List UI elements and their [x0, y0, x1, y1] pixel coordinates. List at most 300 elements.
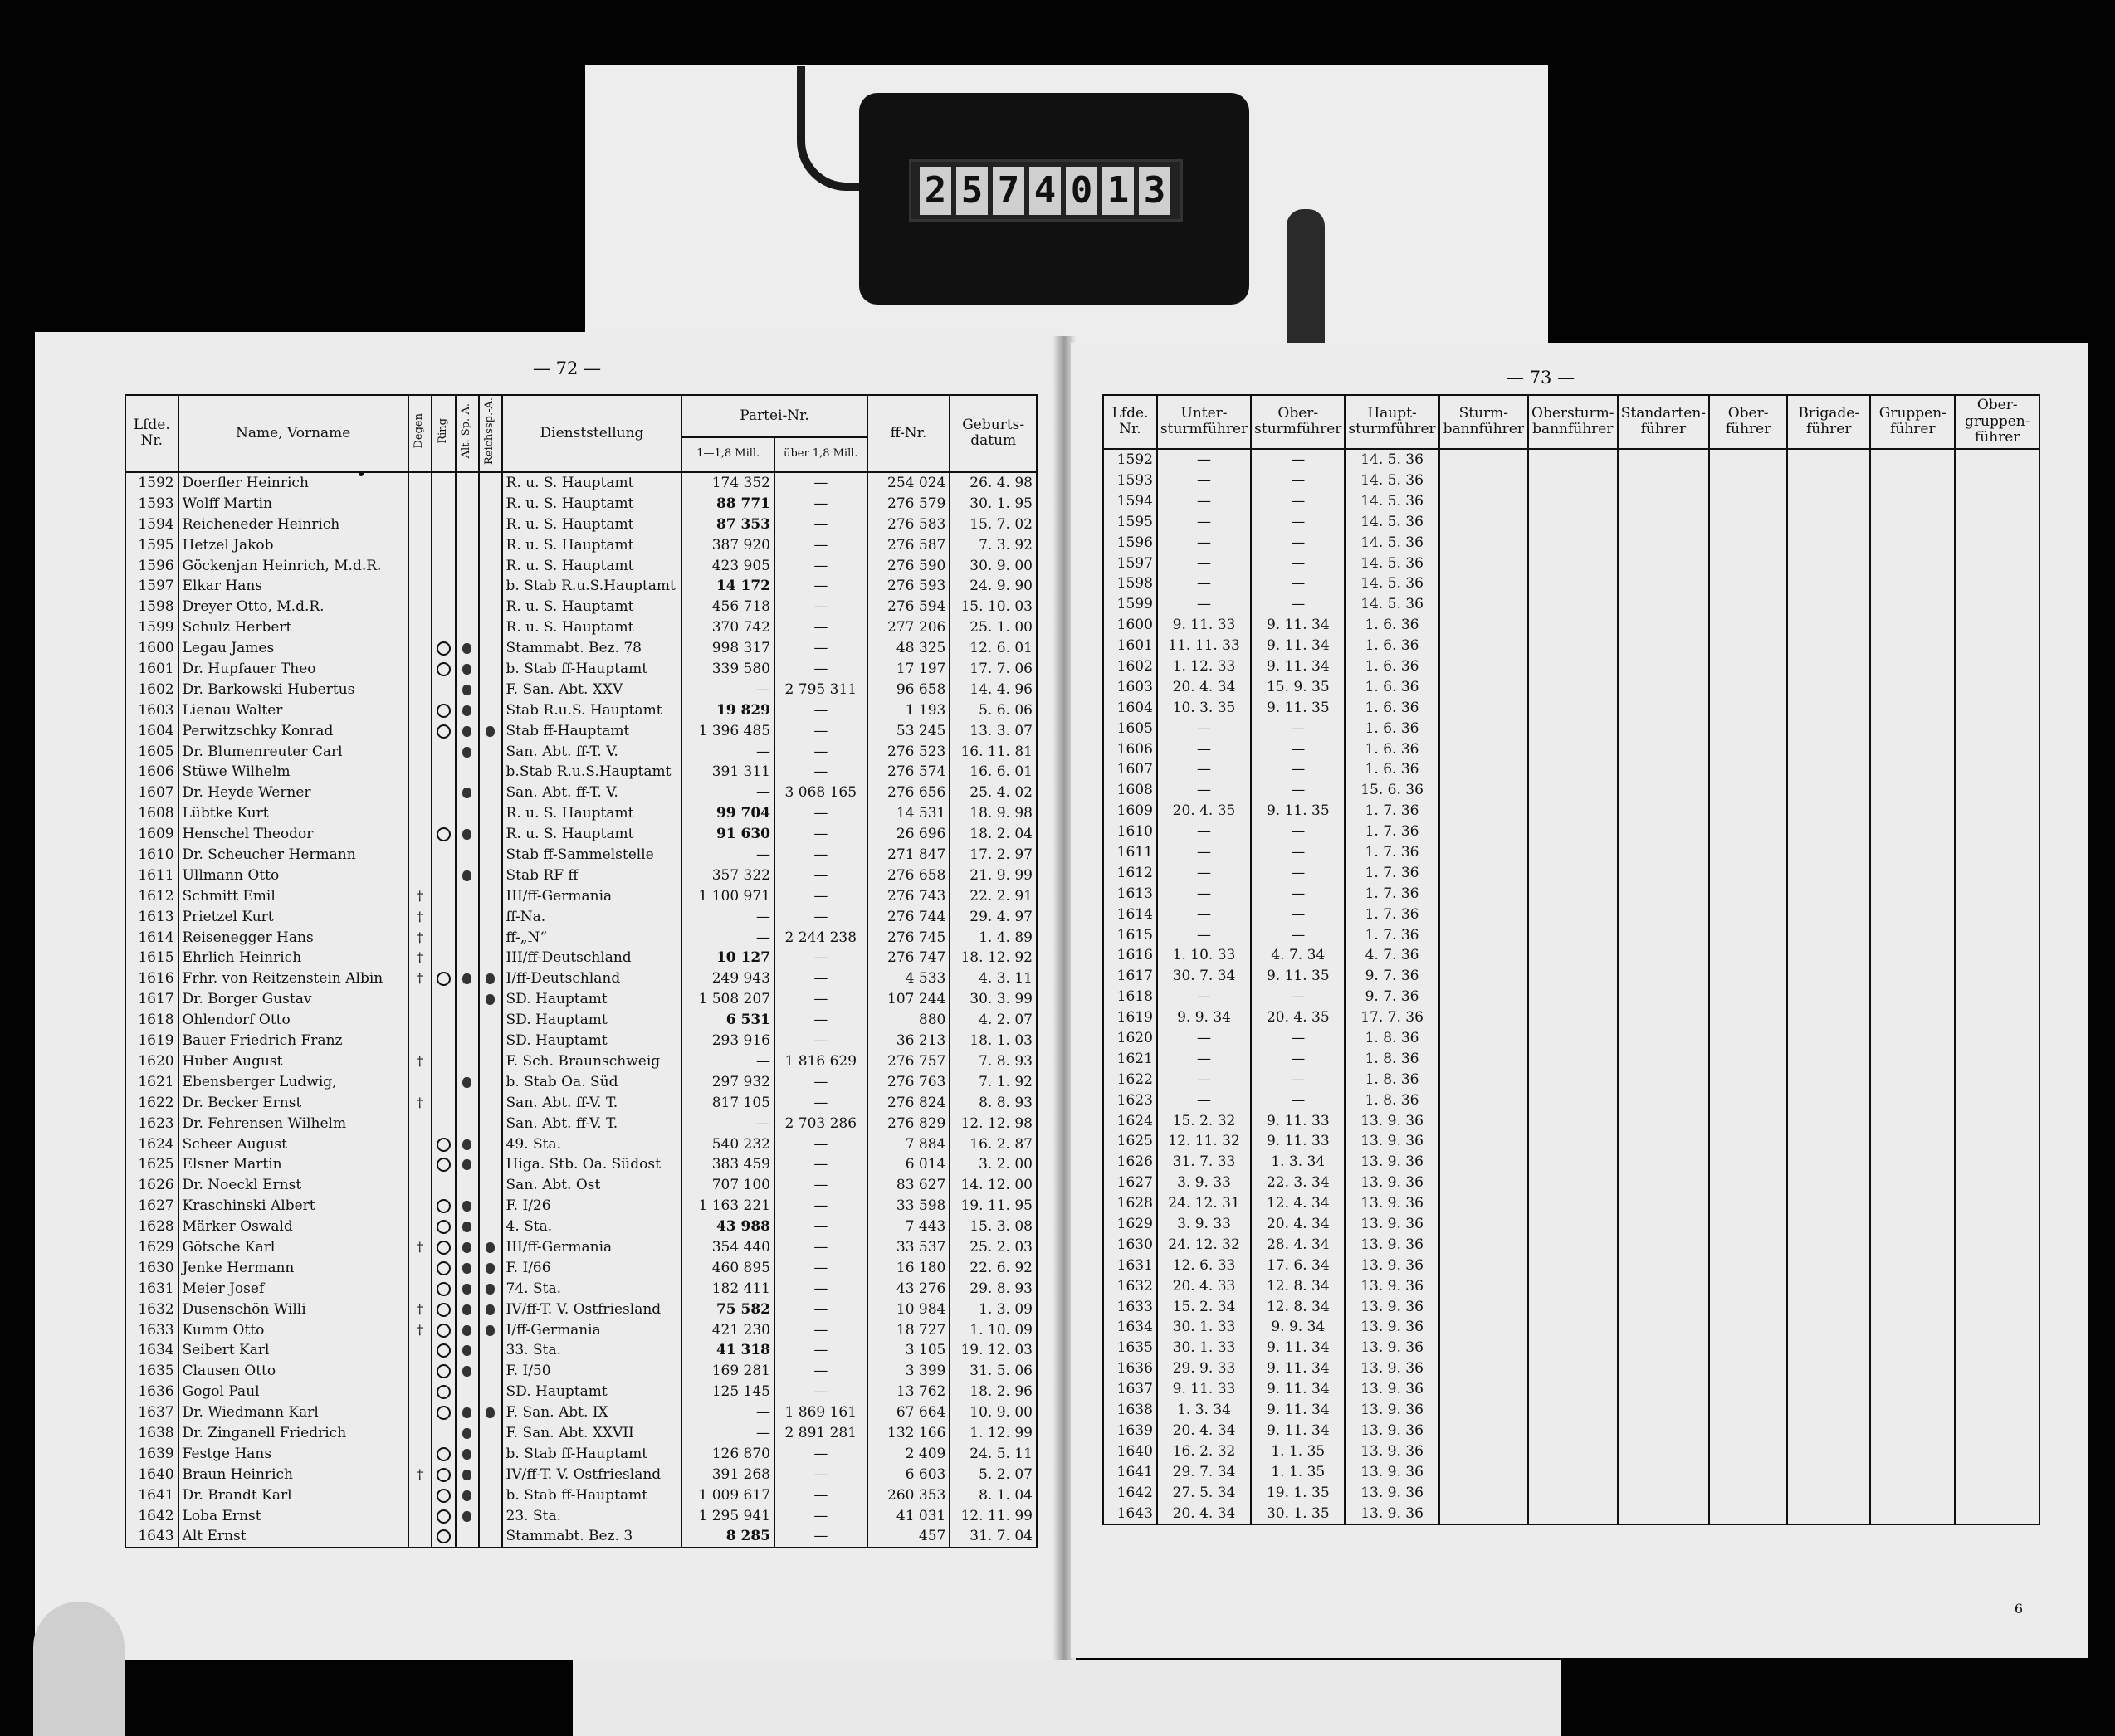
party-number-a: 423 905	[681, 555, 774, 576]
table-row	[1103, 883, 2039, 904]
empty-rank-cell	[1955, 449, 2039, 471]
birth-date: 17. 2. 97	[950, 845, 1037, 866]
reich-mark	[479, 514, 502, 534]
empty-rank-cell	[1439, 780, 1528, 801]
service-post: R. u. S. Hauptamt	[502, 555, 682, 576]
badge-icon	[462, 1470, 471, 1480]
empty-rank-cell	[1787, 1214, 1870, 1235]
degen-mark	[408, 1071, 432, 1092]
sa-mark	[456, 783, 479, 803]
empty-rank-cell	[1870, 1110, 1955, 1131]
row-number: 1630	[1103, 1234, 1157, 1255]
empty-rank-cell	[1870, 1338, 1955, 1358]
empty-rank-cell	[1787, 1503, 1870, 1524]
degen-mark	[408, 514, 432, 534]
empty-rank-cell	[1528, 656, 1618, 677]
row-number: 1599	[1103, 594, 1157, 615]
party-number-a: 1 009 617	[681, 1485, 774, 1505]
ober-date: 9. 11. 34	[1251, 1338, 1345, 1358]
person-name: Lübtke Kurt	[178, 803, 408, 824]
empty-rank-cell	[1709, 1255, 1787, 1275]
birth-date: 1. 10. 09	[950, 1319, 1037, 1340]
table-row	[125, 1175, 1037, 1196]
row-number: 1599	[125, 617, 178, 638]
ring-mark	[432, 700, 456, 720]
ober-date: 9. 11. 34	[1251, 636, 1345, 656]
empty-rank-cell	[1870, 1400, 1955, 1421]
haupt-date: 14. 5. 36	[1345, 553, 1438, 573]
empty-rank-cell	[1618, 1379, 1709, 1400]
sa-mark	[456, 514, 479, 534]
empty-rank-cell	[1439, 656, 1528, 677]
table-row	[125, 906, 1037, 927]
table-row	[125, 1485, 1037, 1505]
service-post: Stammabt. Bez. 78	[502, 638, 682, 659]
empty-rank-cell	[1528, 532, 1618, 553]
party-number-a: —	[681, 679, 774, 700]
empty-rank-cell	[1955, 966, 2039, 987]
ring-mark	[432, 638, 456, 659]
person-name: Ehrlich Heinrich	[178, 948, 408, 968]
row-number: 1595	[125, 534, 178, 555]
empty-rank-cell	[1870, 822, 1955, 842]
ring-mark	[432, 927, 456, 948]
person-name: Dusenschön Willi	[178, 1299, 408, 1319]
party-number-a: 297 932	[681, 1071, 774, 1092]
table-row	[1103, 987, 2039, 1007]
empty-rank-cell	[1787, 449, 1870, 471]
reich-mark	[479, 1196, 502, 1217]
row-number: 1598	[125, 597, 178, 617]
ring-mark	[432, 597, 456, 617]
service-post: ff-Na.	[502, 906, 682, 927]
empty-rank-cell	[1528, 594, 1618, 615]
table-row	[1103, 1379, 2039, 1400]
ober-date: —	[1251, 471, 1345, 491]
table-row	[1103, 739, 2039, 759]
degen-mark	[408, 534, 432, 555]
empty-rank-cell	[1787, 780, 1870, 801]
person-name: Lienau Walter	[178, 700, 408, 720]
birth-date: 29. 8. 93	[950, 1278, 1037, 1299]
unter-date: 10. 3. 35	[1157, 697, 1251, 718]
empty-rank-cell	[1528, 780, 1618, 801]
ober-date: —	[1251, 573, 1345, 594]
person-name: Hetzel Jakob	[178, 534, 408, 555]
ober-date: 9. 11. 34	[1251, 1421, 1345, 1441]
badge-icon	[486, 1284, 495, 1295]
party-number-b: —	[774, 1237, 867, 1258]
reich-mark	[479, 1051, 502, 1072]
empty-rank-cell	[1955, 656, 2039, 677]
unter-date: 24. 12. 31	[1157, 1193, 1251, 1214]
empty-rank-cell	[1709, 1214, 1787, 1235]
birth-date: 18. 9. 98	[950, 803, 1037, 824]
table-row	[1103, 1028, 2039, 1049]
empty-rank-cell	[1618, 1048, 1709, 1069]
ring-icon	[437, 1529, 451, 1543]
ober-date: —	[1251, 1069, 1345, 1090]
table-row	[1103, 490, 2039, 511]
empty-rank-cell	[1439, 1296, 1528, 1317]
ring-mark	[432, 1443, 456, 1464]
empty-rank-cell	[1439, 945, 1528, 966]
row-number: 1614	[125, 927, 178, 948]
empty-rank-cell	[1787, 822, 1870, 842]
badge-icon	[462, 685, 471, 695]
row-number: 1592	[125, 472, 178, 494]
empty-rank-cell	[1439, 987, 1528, 1007]
ring-icon	[437, 1138, 451, 1152]
person-name: Dr. Noeckl Ernst	[178, 1175, 408, 1196]
reich-mark	[479, 824, 502, 845]
empty-rank-cell	[1709, 656, 1787, 677]
ober-date: —	[1251, 842, 1345, 863]
table-row	[1103, 636, 2039, 656]
empty-rank-cell	[1528, 636, 1618, 656]
row-number: 1601	[125, 659, 178, 680]
reich-mark	[479, 927, 502, 948]
party-number-a: 99 704	[681, 803, 774, 824]
reich-mark	[479, 1113, 502, 1134]
empty-rank-cell	[1439, 532, 1528, 553]
empty-rank-cell	[1618, 1007, 1709, 1028]
empty-rank-cell	[1618, 1131, 1709, 1152]
haupt-date: 1. 8. 36	[1345, 1028, 1438, 1049]
table-row	[125, 865, 1037, 885]
row-number: 1629	[125, 1237, 178, 1258]
party-number-b: —	[774, 534, 867, 555]
empty-rank-cell	[1787, 759, 1870, 780]
empty-rank-cell	[1709, 862, 1787, 883]
row-number: 1642	[125, 1505, 178, 1526]
degen-mark	[408, 638, 432, 659]
service-post: 33. Sta.	[502, 1340, 682, 1361]
ring-mark	[432, 824, 456, 845]
table-row	[1103, 1173, 2039, 1193]
empty-rank-cell	[1955, 490, 2039, 511]
empty-rank-cell	[1870, 780, 1955, 801]
service-post: 4. Sta.	[502, 1217, 682, 1237]
row-number: 1621	[1103, 1048, 1157, 1069]
party-number-a: 87 353	[681, 514, 774, 534]
haupt-date: 13. 9. 36	[1345, 1503, 1438, 1524]
empty-rank-cell	[1439, 1214, 1528, 1235]
empty-rank-cell	[1955, 1461, 2039, 1482]
col-partei-a: 1—1,8 Mill.	[681, 437, 774, 472]
person-name: Braun Heinrich	[178, 1464, 408, 1485]
ober-date: 9. 11. 33	[1251, 1110, 1345, 1131]
row-number: 1613	[1103, 883, 1157, 904]
table-row	[1103, 697, 2039, 718]
ober-date: —	[1251, 490, 1345, 511]
haupt-date: 1. 6. 36	[1345, 697, 1438, 718]
party-number-a: 456 718	[681, 597, 774, 617]
empty-rank-cell	[1709, 945, 1787, 966]
empty-rank-cell	[1955, 1110, 2039, 1131]
empty-rank-cell	[1439, 1482, 1528, 1503]
row-number: 1621	[125, 1071, 178, 1092]
haupt-date: 13. 9. 36	[1345, 1234, 1438, 1255]
empty-rank-cell	[1870, 1007, 1955, 1028]
empty-rank-cell	[1618, 1461, 1709, 1482]
empty-rank-cell	[1787, 966, 1870, 987]
unter-date: 1. 12. 33	[1157, 656, 1251, 677]
empty-rank-cell	[1528, 1152, 1618, 1173]
table-row	[1103, 511, 2039, 532]
haupt-date: 13. 9. 36	[1345, 1461, 1438, 1482]
ober-date: 20. 4. 35	[1251, 1007, 1345, 1028]
col-reich: Reichssp.-A.	[479, 395, 502, 472]
degen-mark	[408, 927, 432, 948]
empty-rank-cell	[1618, 924, 1709, 945]
row-number: 1638	[1103, 1400, 1157, 1421]
empty-rank-cell	[1787, 1461, 1870, 1482]
ss-number: 276 590	[867, 555, 950, 576]
empty-rank-cell	[1709, 1421, 1787, 1441]
row-number: 1600	[125, 638, 178, 659]
empty-rank-cell	[1870, 1358, 1955, 1379]
birth-date: 25. 2. 03	[950, 1237, 1037, 1258]
empty-rank-cell	[1709, 1173, 1787, 1193]
ring-mark	[432, 1071, 456, 1092]
haupt-date: 1. 6. 36	[1345, 615, 1438, 636]
table-row	[125, 845, 1037, 866]
sa-mark	[456, 1464, 479, 1485]
service-post: F. Sch. Braunschweig	[502, 1051, 682, 1072]
service-post: SD. Hauptamt	[502, 1382, 682, 1402]
sa-mark	[456, 617, 479, 638]
ober-date: —	[1251, 904, 1345, 924]
sa-mark	[456, 1526, 479, 1548]
degen-mark	[408, 1299, 432, 1319]
ss-number: 41 031	[867, 1505, 950, 1526]
degen-mark	[408, 700, 432, 720]
row-number: 1634	[125, 1340, 178, 1361]
badge-icon	[462, 1345, 471, 1356]
empty-rank-cell	[1439, 966, 1528, 987]
table-row	[1103, 1400, 2039, 1421]
table-row	[125, 824, 1037, 845]
reich-mark	[479, 968, 502, 989]
degen-mark	[408, 865, 432, 885]
table-row	[1103, 676, 2039, 697]
row-number: 1624	[125, 1134, 178, 1154]
row-number: 1628	[1103, 1193, 1157, 1214]
service-post: ff-„N“	[502, 927, 682, 948]
dagger-icon: †	[416, 929, 423, 945]
row-number: 1617	[1103, 966, 1157, 987]
col-geb: Geburts- datum	[950, 395, 1037, 472]
empty-rank-cell	[1787, 1028, 1870, 1049]
ring-icon	[437, 1509, 451, 1524]
ober-date: 1. 1. 35	[1251, 1461, 1345, 1482]
row-number: 1601	[1103, 636, 1157, 656]
empty-rank-cell	[1618, 1028, 1709, 1049]
empty-rank-cell	[1618, 636, 1709, 656]
empty-rank-cell	[1709, 987, 1787, 1007]
sa-mark	[456, 1071, 479, 1092]
empty-rank-cell	[1870, 1441, 1955, 1461]
haupt-date: 14. 5. 36	[1345, 449, 1438, 471]
reich-mark	[479, 1485, 502, 1505]
sa-mark	[456, 927, 479, 948]
birth-date: 1. 12. 99	[950, 1423, 1037, 1444]
person-name: Henschel Theodor	[178, 824, 408, 845]
empty-rank-cell	[1528, 1255, 1618, 1275]
empty-rank-cell	[1870, 739, 1955, 759]
service-post: III/ff-Germania	[502, 885, 682, 906]
empty-rank-cell	[1528, 1338, 1618, 1358]
service-post: R. u. S. Hauptamt	[502, 803, 682, 824]
table-row	[1103, 594, 2039, 615]
table-row	[1103, 553, 2039, 573]
party-number-b: —	[774, 1485, 867, 1505]
party-number-b: —	[774, 700, 867, 720]
unter-date: 1. 10. 33	[1157, 945, 1251, 966]
service-post: F. San. Abt. XXVII	[502, 1423, 682, 1444]
person-name: Dreyer Otto, M.d.R.	[178, 597, 408, 617]
party-number-a: 1 163 221	[681, 1196, 774, 1217]
page-number-right: — 73 —	[1507, 368, 1575, 388]
ring-mark	[432, 1092, 456, 1113]
empty-rank-cell	[1618, 842, 1709, 863]
row-number: 1618	[125, 1010, 178, 1031]
counter-digit: 5	[956, 167, 988, 215]
counter-digit: 0	[1066, 167, 1097, 215]
table-row	[1103, 862, 2039, 883]
reich-mark	[479, 762, 502, 783]
ober-date: 9. 11. 35	[1251, 801, 1345, 822]
row-number: 1628	[125, 1217, 178, 1237]
party-number-b: —	[774, 597, 867, 617]
table-row	[125, 1505, 1037, 1526]
reich-mark	[479, 597, 502, 617]
col-obersturmbann: Obersturm- bannführer	[1528, 395, 1618, 449]
unter-date: 1. 3. 34	[1157, 1400, 1251, 1421]
row-number: 1625	[125, 1154, 178, 1175]
empty-rank-cell	[1787, 883, 1870, 904]
ober-date: —	[1251, 1048, 1345, 1069]
degen-mark	[408, 741, 432, 762]
reich-mark	[479, 865, 502, 885]
sa-mark	[456, 968, 479, 989]
left-page	[35, 332, 1062, 1660]
empty-rank-cell	[1870, 573, 1955, 594]
table-row	[1103, 1214, 2039, 1235]
empty-rank-cell	[1618, 739, 1709, 759]
ss-number: 107 244	[867, 989, 950, 1010]
reich-mark	[479, 493, 502, 514]
col-degen: Degen	[408, 395, 432, 472]
empty-rank-cell	[1528, 904, 1618, 924]
party-number-b: 1 816 629	[774, 1051, 867, 1072]
row-number: 1607	[125, 783, 178, 803]
empty-rank-cell	[1528, 1028, 1618, 1049]
person-name: Dr. Zinganell Friedrich	[178, 1423, 408, 1444]
reich-mark	[479, 720, 502, 741]
col-partei-b: über 1,8 Mill.	[774, 437, 867, 472]
person-name: Doerfler Heinrich	[178, 472, 408, 494]
ober-date: —	[1251, 1028, 1345, 1049]
reich-mark	[479, 659, 502, 680]
empty-rank-cell	[1618, 449, 1709, 471]
empty-rank-cell	[1709, 1028, 1787, 1049]
service-post: San. Abt. ff-V. T.	[502, 1092, 682, 1113]
reich-mark	[479, 1361, 502, 1382]
badge-icon	[462, 1304, 471, 1315]
empty-rank-cell	[1709, 1090, 1787, 1110]
person-name: Reicheneder Heinrich	[178, 514, 408, 534]
table-row	[125, 1051, 1037, 1072]
table-row	[1103, 573, 2039, 594]
badge-icon	[462, 643, 471, 654]
empty-rank-cell	[1528, 822, 1618, 842]
party-number-a: 182 411	[681, 1278, 774, 1299]
empty-rank-cell	[1955, 1421, 2039, 1441]
ring-icon	[437, 1241, 451, 1255]
ring-mark	[432, 1485, 456, 1505]
party-number-a: —	[681, 845, 774, 866]
empty-rank-cell	[1528, 1317, 1618, 1338]
table-row	[125, 514, 1037, 534]
service-post: 74. Sta.	[502, 1278, 682, 1299]
reich-mark	[479, 906, 502, 927]
empty-rank-cell	[1528, 862, 1618, 883]
empty-rank-cell	[1528, 883, 1618, 904]
empty-rank-cell	[1439, 1441, 1528, 1461]
empty-rank-cell	[1528, 1441, 1618, 1461]
empty-rank-cell	[1955, 924, 2039, 945]
empty-rank-cell	[1528, 1110, 1618, 1131]
sa-mark	[456, 1092, 479, 1113]
row-number: 1611	[125, 865, 178, 885]
empty-rank-cell	[1618, 1441, 1709, 1461]
party-number-a: 125 145	[681, 1382, 774, 1402]
row-number: 1630	[125, 1257, 178, 1278]
table-row	[125, 1134, 1037, 1154]
row-number: 1623	[125, 1113, 178, 1134]
unter-date: —	[1157, 471, 1251, 491]
ring-mark	[432, 865, 456, 885]
table-row	[125, 927, 1037, 948]
table-row	[125, 638, 1037, 659]
empty-rank-cell	[1709, 1296, 1787, 1317]
empty-rank-cell	[1955, 1048, 2039, 1069]
empty-rank-cell	[1528, 1482, 1618, 1503]
sa-mark	[456, 1257, 479, 1278]
party-number-b: —	[774, 1217, 867, 1237]
table-row	[125, 989, 1037, 1010]
empty-rank-cell	[1618, 759, 1709, 780]
empty-rank-cell	[1439, 801, 1528, 822]
party-number-b: —	[774, 762, 867, 783]
table-row	[125, 741, 1037, 762]
ss-number: 276 757	[867, 1051, 950, 1072]
badge-icon	[462, 1428, 471, 1439]
degen-mark	[408, 1402, 432, 1423]
unter-date: 9. 9. 34	[1157, 1007, 1251, 1028]
ss-number: 14 531	[867, 803, 950, 824]
unter-date: 20. 4. 33	[1157, 1275, 1251, 1296]
birth-date: 16. 2. 87	[950, 1134, 1037, 1154]
sa-mark	[456, 555, 479, 576]
empty-rank-cell	[1955, 1007, 2039, 1028]
row-number: 1611	[1103, 842, 1157, 863]
table-row	[125, 1464, 1037, 1485]
empty-rank-cell	[1618, 945, 1709, 966]
unter-date: —	[1157, 842, 1251, 863]
